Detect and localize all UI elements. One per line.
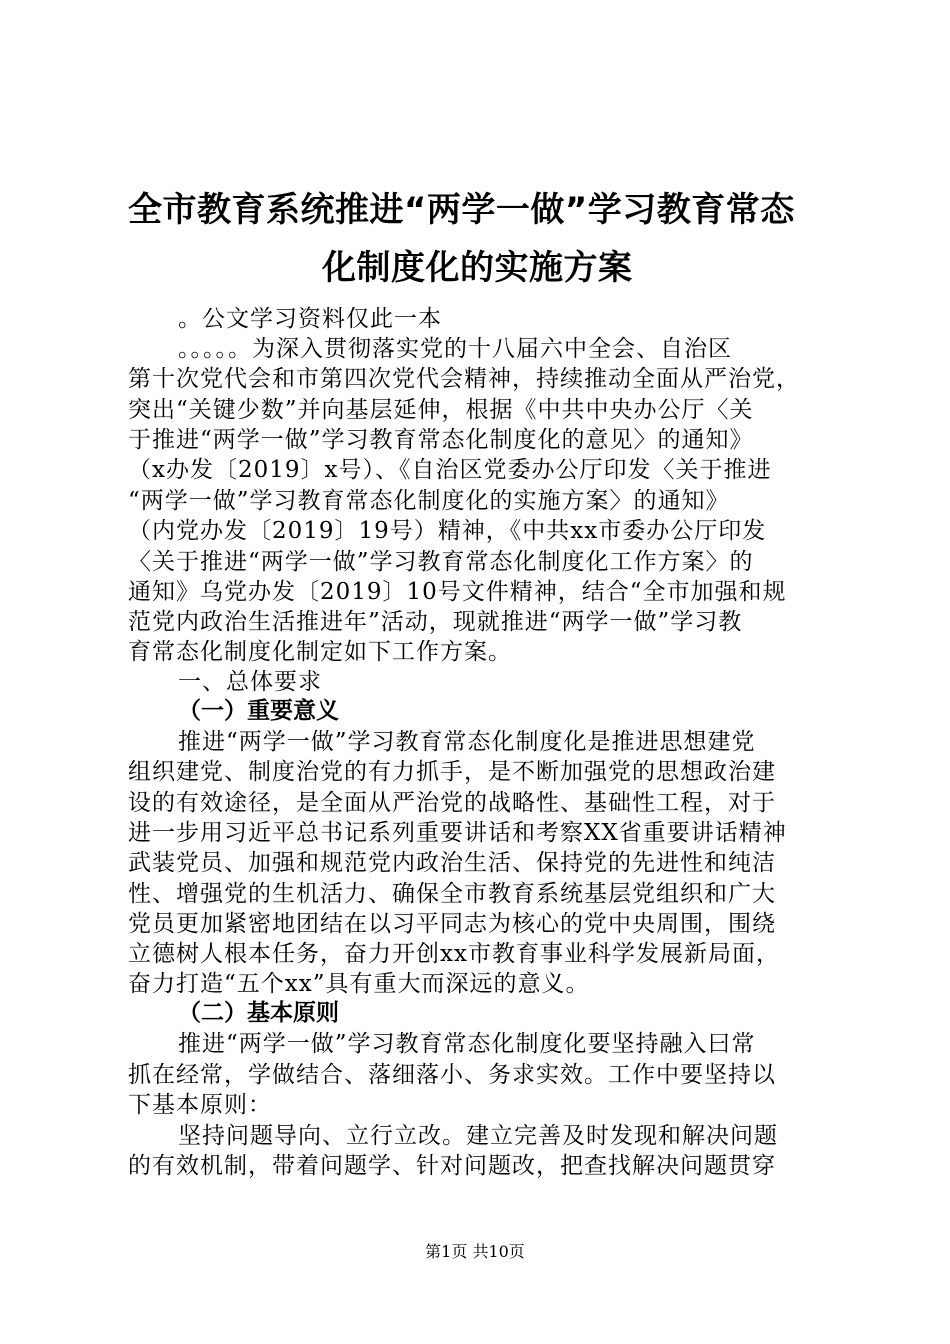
section-heading: 一、总体要求 [178,669,322,695]
subsection-heading: （一）重要意义 [178,698,339,724]
intro-line: 育常态化制度化制定如下工作方案。 [128,639,512,665]
paragraph-line: 推进“两学一做”学习教育常态化制度化要坚持融入曰常 [178,1031,756,1057]
subsection-heading: （二）基本原则 [178,1000,339,1026]
paragraph-line: 组织建党、制度治党的有力抓手，是不断加强党的思想政治建 [128,759,776,785]
document-note: 。公文学习资料仅此一本 [178,306,442,332]
paragraph-line: 推进“两学一做”学习教育常态化制度化是推进思想建党 [178,729,756,755]
intro-line: 范党内政治生活推进年”活动，现就推进“两学一做”学习教 [128,609,743,635]
paragraph-line: 立德树人根本任务，奋力开创xx市教育事业科学发展新局面， [128,941,780,967]
intro-line: （x办发〔2019〕x号）、《自治区党委办公厅印发〈关于推进 [128,457,772,483]
intro-line: （内党办发〔2019〕19号）精神，《中共xx市委办公厅印发 [128,518,767,544]
paragraph-line: 党员更加紧密地团结在以习平同志为核心的党中央周围，围绕 [128,911,776,937]
intro-line: 第十次党代会和市第四次党代会精神，持续推动全面从严治党， [128,366,800,392]
intro-line: 突出“关键少数”并向基层延伸，根据《中共中央办公厅〈关 [128,397,754,423]
paragraph-line: 设的有效途径，是全面从严治党的战略性、基础性工程，对于 [128,790,776,816]
paragraph-line: 抓在经常，学做结合、落细落小、务求实效。工作中要坚持以 [128,1062,776,1088]
page-footer: 第1页 共10页 [425,1242,525,1261]
intro-line: 通知》乌党办发〔2019〕10号文件精神，结合“全市加强和规 [128,579,787,605]
document-title-line-1: 全市教育系统推进“两学一做”学习教育常态 [128,190,795,230]
paragraph-line: 的有效机制，带着问题学、针对问题改，把查找解决问题贯穿 [128,1153,776,1179]
document-title-line-2: 化制度化的实施方案 [322,248,633,288]
paragraph-line: 奋力打造“五个xx”具有重大而深远的意义。 [128,971,590,997]
paragraph-line: 下基本原则： [128,1092,272,1118]
intro-line: “两学一做”学习教育常态化制度化的实施方案〉的通知》 [128,488,730,514]
intro-line: 。。。。。为深入贯彻落实党的十八届六中全会、自治区 [178,336,732,362]
paragraph-line: 坚持问题导向、立行立改。建立完善及时发现和解决问题 [178,1123,778,1149]
paragraph-line: 性、增强党的生机活力、确保全市教育系统基层党组织和广大 [128,881,776,907]
paragraph-line: 武装党员、加强和规范党内政治生活、保持党的先进性和纯洁 [128,850,776,876]
intro-line: 于推进“两学一做”学习教育常态化制度化的意见〉的通知》 [128,427,754,453]
intro-line: 〈关于推进“两学一做”学习教育常态化制度化工作方案〉的 [128,549,754,575]
paragraph-line: 进一步用习近平总书记系列重要讲话和考察XX省重要讲话精神 [128,820,787,846]
